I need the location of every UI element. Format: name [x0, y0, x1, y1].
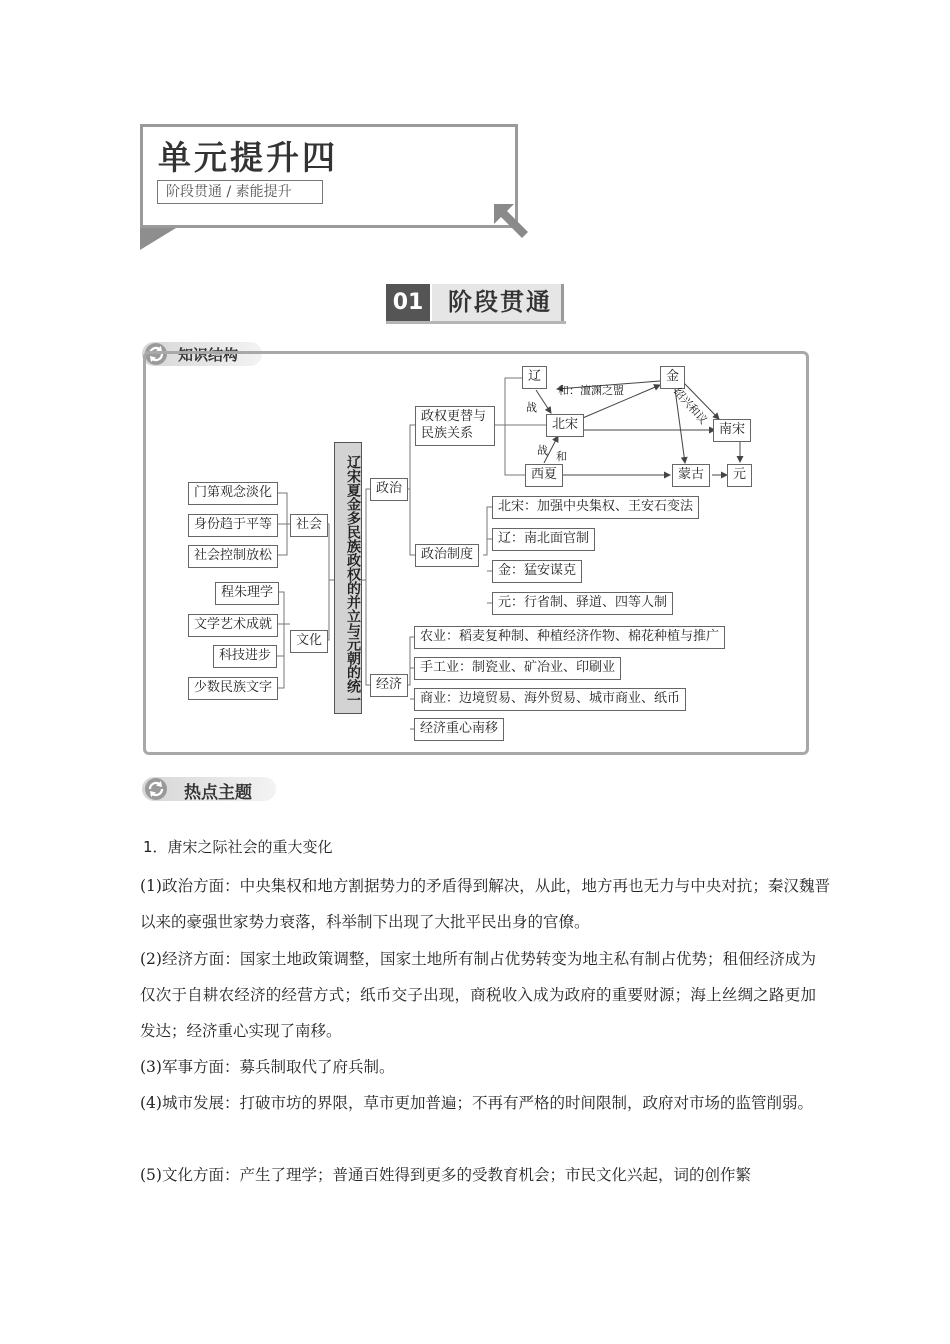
central-topic: 辽宋夏金多民族政权的并立与元朝的统一 [334, 442, 362, 714]
regime-southern-song: 南宋 [713, 419, 751, 442]
regime-yuan: 元 [727, 464, 752, 487]
section-title: 阶段贯通 [432, 284, 564, 321]
branch-society: 社会 [290, 514, 328, 537]
regime-jin: 金 [660, 366, 685, 389]
regime-western-xia: 西夏 [525, 464, 563, 487]
regime-northern-song: 北宋 [546, 414, 584, 437]
culture-item: 科技进步 [213, 645, 277, 668]
paragraph: (3)军事方面：募兵制取代了府兵制。 [140, 1058, 395, 1076]
topics-tab-label: 热点主题 [184, 783, 252, 803]
edge-label-chanyuan: 和：澶渊之盟 [558, 384, 624, 397]
society-item: 门第观念淡化 [188, 482, 278, 505]
refresh-icon [144, 777, 168, 801]
edge-label-shaoxing: 绍兴和议 [670, 385, 710, 427]
system-item: 北宋：加强中央集权、王安石变法 [492, 496, 699, 519]
culture-item: 程朱理学 [215, 582, 279, 605]
culture-item: 文学艺术成就 [188, 614, 278, 637]
politics-relations: 政权更替与民族关系 [415, 406, 495, 446]
economy-item: 商业：边境贸易、海外贸易、城市商业、纸币 [414, 688, 686, 711]
edge-label-war: 战 [526, 401, 537, 414]
section-number: 01 [386, 284, 430, 321]
unit-subtitle: 阶段贯通 / 素能提升 [157, 180, 323, 204]
society-item: 社会控制放松 [188, 545, 278, 568]
paragraph: (4)城市发展：打破市坊的界限，草市更加普遍；不再有严格的时间限制，政府对市场的监管削弱。 [140, 1094, 813, 1112]
economy-item: 经济重心南移 [414, 718, 504, 741]
society-item: 身份趋于平等 [188, 514, 278, 537]
system-item: 金：猛安谋克 [492, 560, 582, 583]
regime-mongol: 蒙古 [672, 464, 710, 487]
culture-item: 少数民族文字 [188, 677, 278, 700]
system-item: 辽：南北面官制 [492, 528, 595, 551]
edge-label-war: 战 [537, 444, 548, 457]
politics-system: 政治制度 [415, 544, 479, 567]
paragraph: (2)经济方面：国家土地政策调整，国家土地所有制占优势转变为地主私有制占优势；租佃经济成为仅次于自耕农经济的经营方式；纸币交子出现，商税收入成为政府的重要财源；海上丝绸之路更加发达；经济重心实现了南移。 [140, 950, 816, 1040]
structure-tab-label: 知识结构 [178, 346, 239, 364]
branch-culture: 文化 [290, 630, 328, 653]
economy-item: 手工业：制瓷业、矿冶业、印刷业 [414, 657, 621, 680]
economy-item: 农业：稻麦复种制、种植经济作物、棉花种植与推广 [414, 626, 725, 649]
unit-title: 单元提升四 [158, 138, 338, 177]
branch-politics: 政治 [370, 478, 408, 501]
edge-label-peace: 和 [556, 450, 567, 463]
topic-heading: 1．唐宋之际社会的重大变化 [143, 838, 333, 856]
branch-economy: 经济 [370, 674, 408, 697]
paragraph: (5)文化方面：产生了理学；普通百姓得到更多的受教育机会；市民文化兴起，词的创作繁 [140, 1166, 751, 1184]
regime-liao: 辽 [522, 366, 547, 389]
system-item: 元：行省制、驿道、四等人制 [492, 592, 673, 615]
paragraph: (1)政治方面：中央集权和地方割据势力的矛盾得到解决，从此，地方再也无力与中央对抗；秦汉魏晋以来的豪强世家势力衰落，科举制下出现了大批平民出身的官僚。 [140, 877, 830, 931]
